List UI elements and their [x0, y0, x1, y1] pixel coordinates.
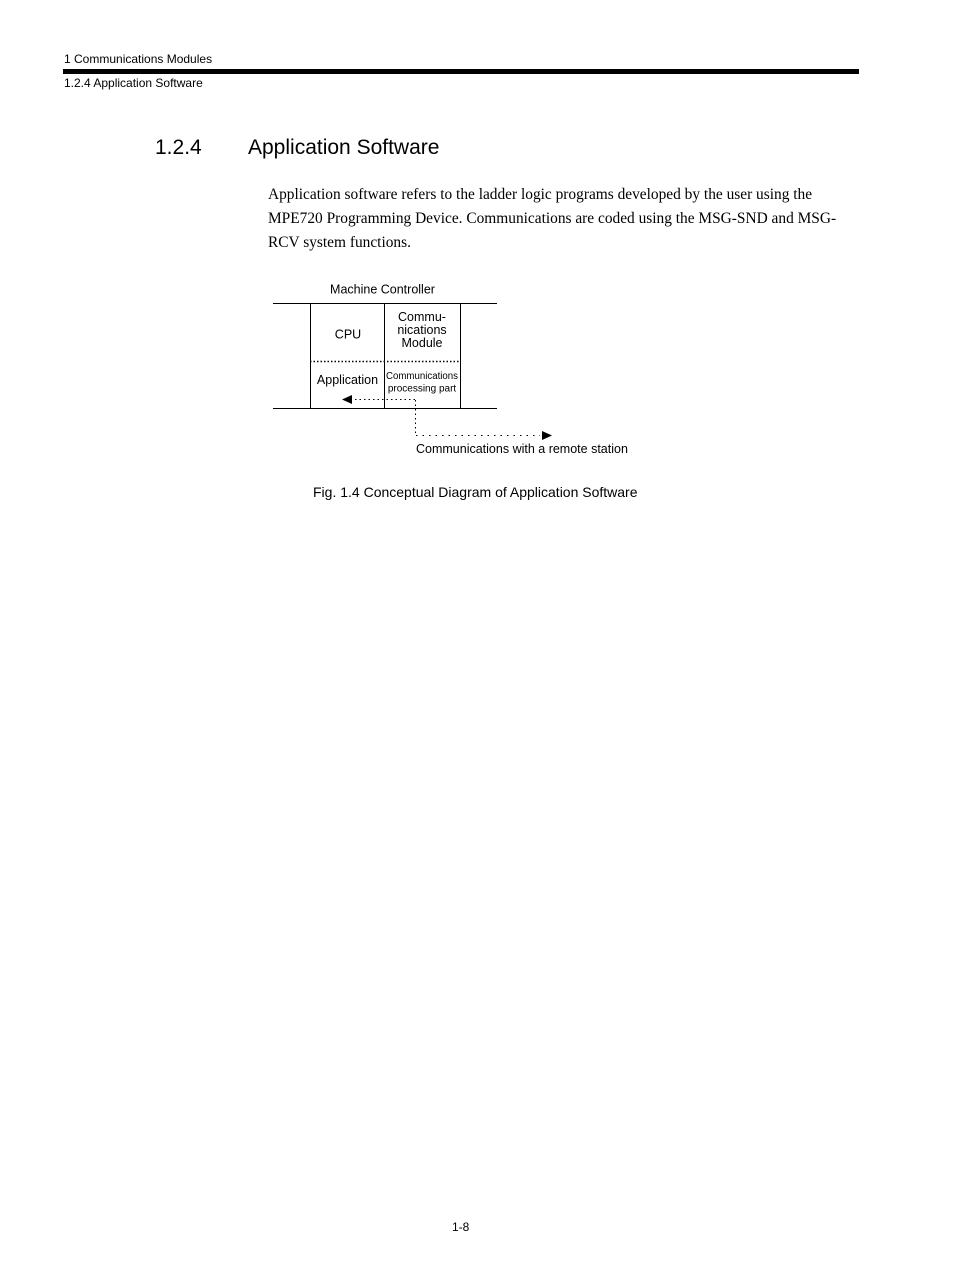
- body-paragraph: [268, 183, 864, 255]
- body-line-3: RCV system functions.: [268, 234, 411, 251]
- application-label: Application: [316, 373, 379, 387]
- module-label-line-3: Module: [401, 336, 443, 350]
- processing-label-line-2: processing part: [387, 383, 457, 395]
- to-application-arrowhead: [342, 395, 352, 404]
- body-line-2: MPE720 Programming Device. Communications are coded using the MSG-SND and MSG-: [268, 210, 837, 227]
- remote-station-label: Communications with a remote station: [416, 442, 628, 456]
- running-header-chapter: 1 Communications Modules: [64, 52, 213, 66]
- machine-controller-label: Machine Controller: [330, 282, 435, 297]
- figure-caption: Fig. 1.4 Conceptual Diagram of Application Software: [313, 484, 638, 500]
- processing-label-line-1: Communications: [386, 371, 458, 382]
- body-line-1: Application software refers to the ladder logic programs developed by the user using the: [268, 186, 813, 203]
- module-label-line-2: nications: [397, 323, 447, 337]
- section-number: 1.2.4: [155, 136, 202, 159]
- cpu-label: CPU: [334, 327, 362, 342]
- remote-arrowhead: [542, 431, 552, 440]
- header-rule: [63, 69, 859, 74]
- running-header-section: 1.2.4 Application Software: [64, 76, 203, 90]
- module-label-line-1: Commu-: [398, 310, 446, 324]
- application-software-diagram: [260, 275, 660, 465]
- section-title: Application Software: [248, 136, 440, 159]
- page-number: 1-8: [452, 1220, 470, 1234]
